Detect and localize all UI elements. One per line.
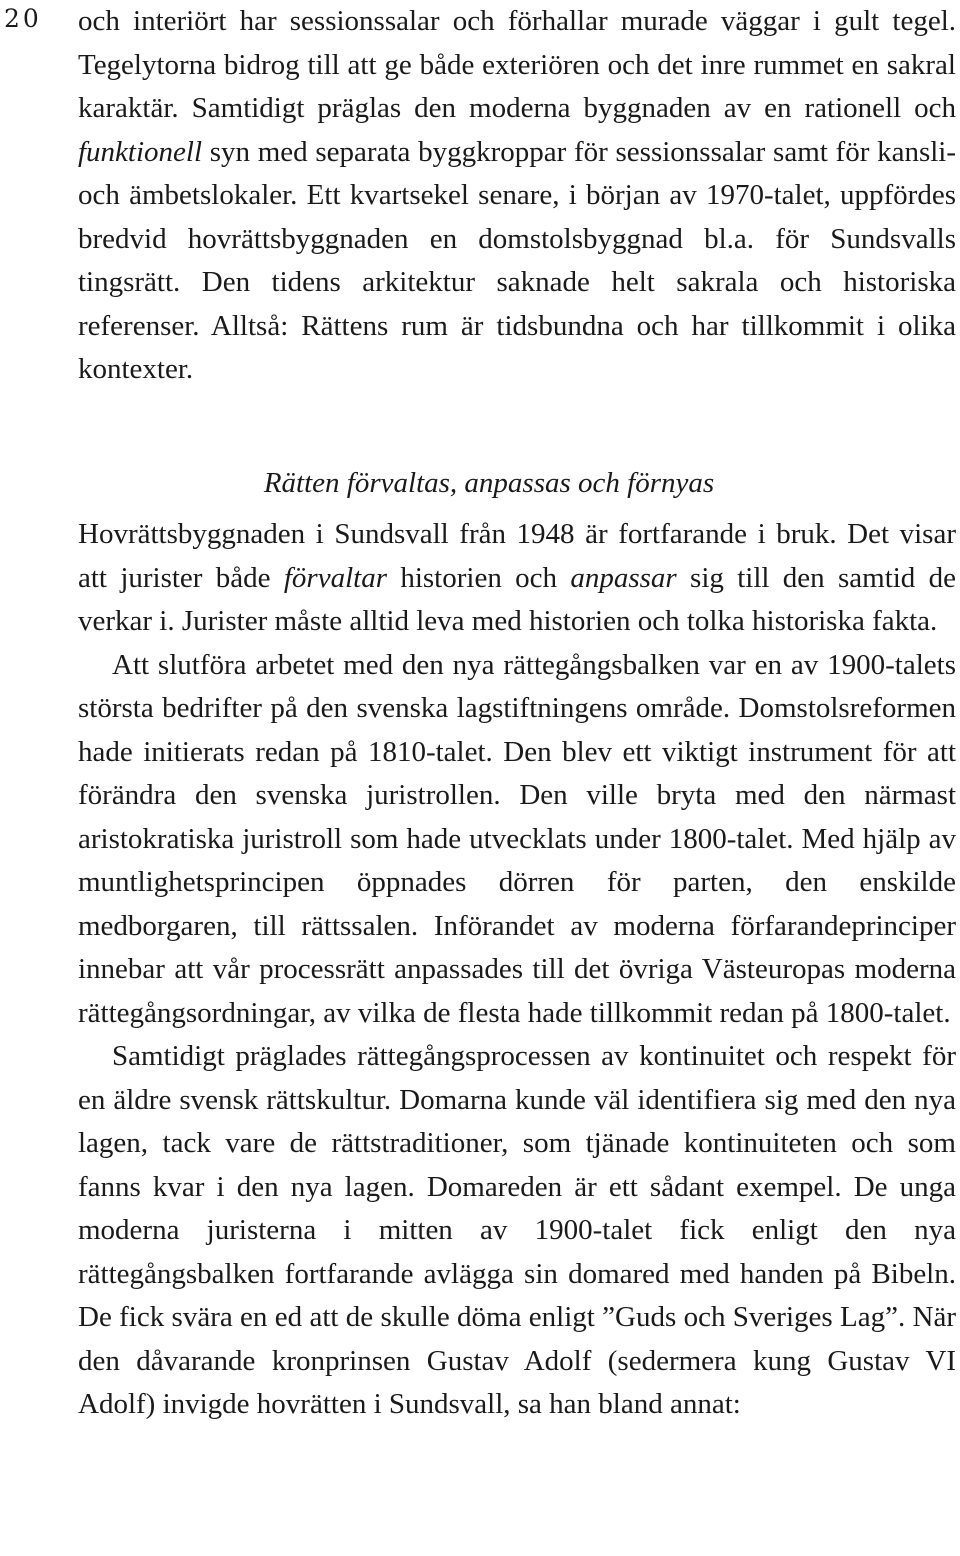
paragraph-1 <box>78 0 956 392</box>
section-heading: Rätten förvaltas, anpassas och förnyas <box>263 467 715 499</box>
paragraph-2 <box>78 513 956 644</box>
paragraph-1-emphasis: funktionell <box>78 135 203 168</box>
paragraph-2-part-1: Hovrättsbyggnaden i Sundsvall från 1948 är fortfarande i bruk. Det visar att jurister både <box>78 518 956 594</box>
paragraph-2-part-3: sig till den samtid de verkar i. Jurister måste alltid leva med historien och tolka historiska fakta. <box>78 561 957 637</box>
paragraph-4: Samtidigt präglades rättegångsprocessen av kontinuitet och respekt för en äldre svensk rättskultur. Domarna kunde väl identifiera sig med den nya lagen, tack vare de rättstraditioner, som tjänade kontinuiteten och som fanns kvar i den nya lagen. Domareden är ett sådant exempel. De unga moderna juristerna i mitten av 1900-talet fick enligt den nya rättegångsbalken fortfarande avlägga sin domared med handen på Bibeln. De fick svära en ed att de skulle döma enligt ”Guds och Sveriges Lag”. När den dåvarande kronprinsen Gustav Adolf (sedermera kung Gustav VI Adolf) invigde hovrätten i Sundsvall, sa han bland annat: <box>78 1040 956 1420</box>
paragraph-2-part-2: historien och <box>387 561 571 594</box>
paragraph-3: Att slutföra arbetet med den nya rättegångsbalken var en av 1900-talets största bedrifter på den svenska lagstiftningens område. Domstolsreformen hade initierats redan på 1810-talet. Den blev ett viktigt instrument för att förändra den svenska juristrollen. Den ville bryta med den närmast aristokratiska juristroll som hade utvecklats under 1800-talet. Med hjälp av muntlighetsprincipen öppnades dörren för parten, den enskilde medborgaren, till rättssalen. Införandet av moderna förfarandeprinciper innebar att vår processrätt anpassades till det övriga Västeuropas moderna rättegångsordningar, av vilka de flesta hade tillkommit redan på 1800-talet. <box>78 648 956 1029</box>
paragraph-2-emphasis-1: förvaltar <box>283 561 387 594</box>
paragraph-1-part-1: och interiört har sessionssalar och förhallar murade väggar i gult tegel. Tegelytorna bidrog till att ge både exteriören och det inre rummet en sakral karaktär. Samtidigt präglas den moderna byggnaden av en rationell och <box>78 5 956 124</box>
paragraph-1-part-2: syn med separata byggkroppar för sessionssalar samt för kansli- och ämbetslokaler. Ett kvartsekel senare, i början av 1970-talet, uppfördes bredvid hovrättsbyggnaden en domstolsbyggnad bl.a. för Sundsvalls tingsrätt. Den tidens arkitektur saknade helt sakrala och historiska referenser. Alltså: Rättens rum är tidsbundna och har tillkommit i olika kontexter. <box>78 135 956 385</box>
body-text-top <box>78 0 956 392</box>
body-text-bottom <box>78 513 956 1427</box>
page-number: 20 <box>4 4 42 33</box>
paragraph-2-emphasis-2: anpassar <box>570 561 677 594</box>
